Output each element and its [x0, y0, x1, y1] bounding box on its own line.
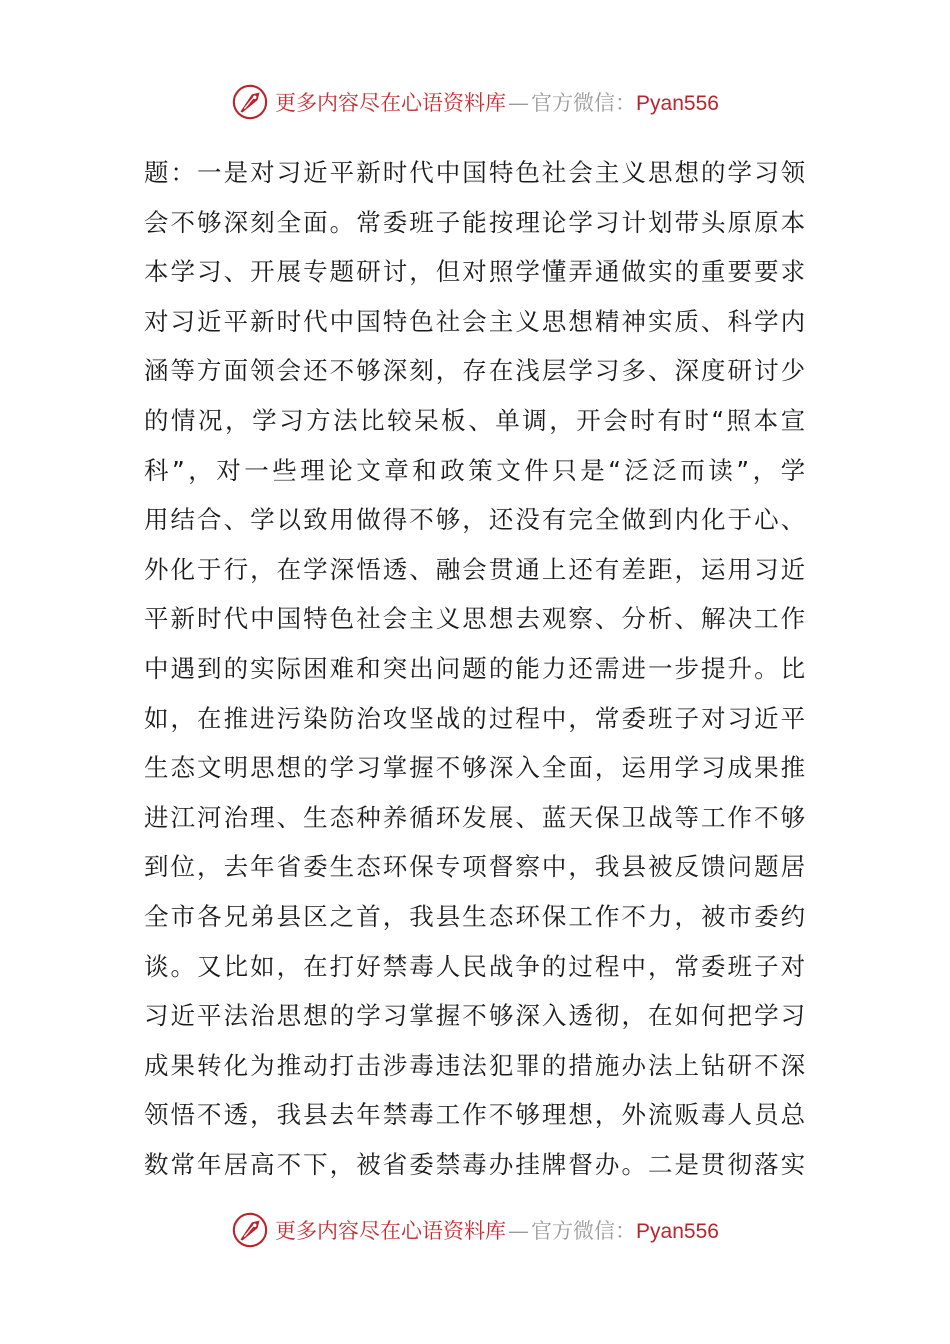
pen-nib-icon	[231, 1211, 269, 1249]
watermark-id: Pyan556	[636, 92, 719, 115]
text-line: 会不够深刻全面。常委班子能按理论学习计划带头原原本	[144, 207, 806, 237]
text-line: 本学习、开展专题研讨，但对照学懂弄通做实的重要要求	[144, 257, 806, 287]
watermark-text	[275, 87, 719, 117]
text-line: 涵等方面领会还不够深刻，存在浅层学习多、深度研讨少	[144, 356, 806, 386]
watermark-separator: —	[508, 91, 530, 115]
text-line: 生态文明思想的学习掌握不够深入全面，运用学习成果推	[144, 753, 806, 783]
text-line: 全市各兄弟县区之首，我县生态环保工作不力，被市委约	[144, 901, 806, 931]
text-line: 成果转化为推动打击涉毒违法犯罪的措施办法上钻研不深	[144, 1050, 806, 1080]
text-line: 中遇到的实际困难和突出问题的能力还需进一步提升。比	[144, 653, 806, 683]
footer-watermark	[0, 1210, 950, 1250]
text-line: 外化于行，在学深悟透、融会贯通上还有差距，运用习近	[144, 554, 806, 584]
watermark-id: Pyan556	[636, 1220, 719, 1243]
text-line: 习近平法治思想的学习掌握不够深入透彻，在如何把学习	[144, 1001, 806, 1031]
watermark-brand: 更多内容尽在心语资料库	[275, 1219, 507, 1243]
text-line: 领悟不透，我县去年禁毒工作不够理想，外流贩毒人员总	[144, 1100, 806, 1130]
text-line: 用结合、学以致用做得不够，还没有完全做到内化于心、	[144, 505, 806, 535]
text-line: 平新时代中国特色社会主义思想去观察、分析、解决工作	[144, 604, 806, 634]
text-line: 题：一是对习近平新时代中国特色社会主义思想的学习领	[144, 158, 806, 187]
watermark-brand: 更多内容尽在心语资料库	[275, 91, 507, 115]
text-line: 科”，对一些理论文章和政策文件只是“泛泛而读”，学	[144, 455, 806, 485]
text-line: 数常年居高不下，被省委禁毒办挂牌督办。二是贯彻落实	[144, 1149, 806, 1179]
pen-nib-icon	[231, 83, 269, 121]
text-line: 进江河治理、生态种养循环发展、蓝天保卫战等工作不够	[144, 802, 806, 832]
text-line: 如，在推进污染防治攻坚战的过程中，常委班子对习近平	[144, 703, 806, 733]
header-watermark	[0, 82, 950, 122]
text-line: 到位，去年省委生态环保专项督察中，我县被反馈问题居	[144, 852, 806, 882]
document-body	[144, 148, 806, 1189]
text-line: 对习近平新时代中国特色社会主义思想精神实质、科学内	[144, 306, 806, 336]
watermark-label: 官方微信：	[531, 91, 637, 115]
watermark-label: 官方微信：	[531, 1219, 637, 1243]
text-line: 谈。又比如，在打好禁毒人民战争的过程中，常委班子对	[144, 951, 806, 981]
text-line: 的情况，学习方法比较呆板、单调，开会时有时“照本宣	[144, 405, 806, 435]
watermark-text	[275, 1215, 719, 1245]
watermark-separator: —	[508, 1219, 530, 1243]
